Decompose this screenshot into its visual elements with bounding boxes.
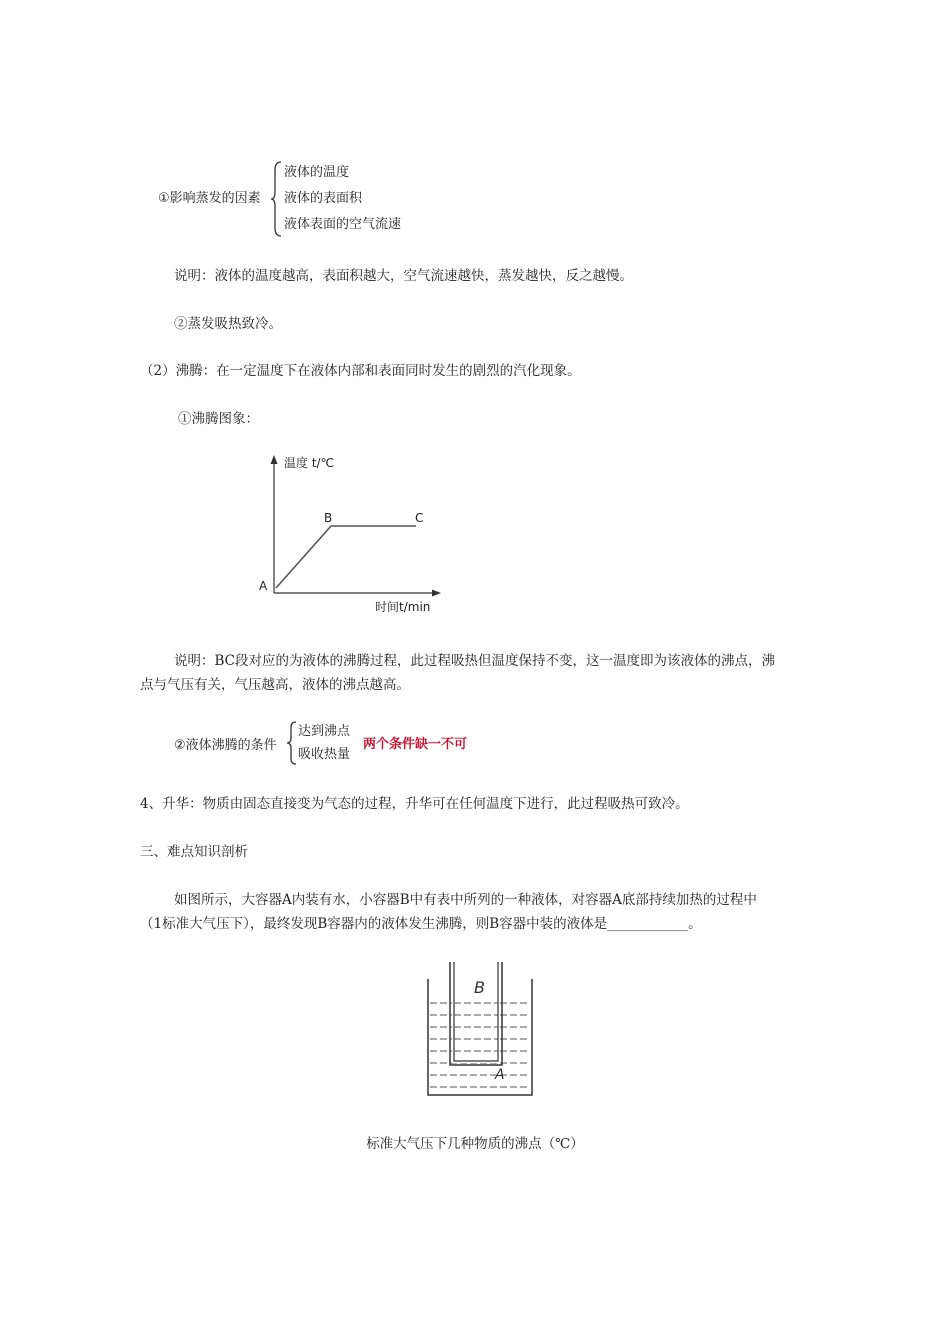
paragraph-sublimation: 4、升华：物质由固态直接变为气态的过程，升华可在任何温度下进行，此过程吸热可致冷。 (140, 796, 689, 812)
label-a: A (495, 1067, 505, 1083)
boiling-conditions (174, 720, 494, 770)
x-axis-arrow-icon (432, 590, 441, 597)
paragraph-evaporation-cooling: ②蒸发吸热致冷。 (174, 316, 282, 332)
paragraph-problem-line2: （1标准大气压下），最终发现B容器内的液体发生沸腾，则B容器中装的液体是____________。 (140, 916, 702, 932)
boiling-condition-absorb-heat: 吸收热量 (298, 747, 351, 762)
point-label-a: A (259, 579, 268, 593)
boiling-condition-reach-point: 达到沸点 (298, 724, 351, 739)
boiling-conditions-lead: ②液体沸腾的条件 (174, 738, 277, 753)
point-label-c: C (415, 511, 424, 525)
boiling-conditions-note: 两个条件缺一不可 (363, 737, 468, 752)
section-heading-difficulties: 三、难点知识剖析 (140, 844, 248, 860)
paragraph-explanation-2-line1: 说明：BC段对应的为液体的沸腾过程，此过程吸热但温度保持不变，这一温度即为该液体的沸点，沸 (174, 653, 775, 669)
paragraph-explanation-1: 说明：液体的温度越高，表面积越大，空气流速越快，蒸发越快，反之越慢。 (174, 268, 633, 284)
evaporation-lead: ①影响蒸发的因素 (158, 191, 261, 206)
paragraph-boiling-graph-title: ①沸腾图象： (178, 411, 259, 427)
paragraph-boiling-definition: （2）沸腾：在一定温度下在液体内部和表面同时发生的剧烈的汽化现象。 (140, 363, 581, 379)
paragraph-explanation-2-line2: 点与气压有关，气压越高，液体的沸点越高。 (140, 677, 410, 693)
evaporation-factors (158, 160, 438, 240)
brace-icon (286, 720, 298, 766)
paragraph-problem-line1: 如图所示，大容器A内装有水，小容器B中有表中所列的一种液体，对容器A底部持续加热的过程中 (174, 892, 757, 908)
series-line (276, 526, 416, 588)
container-diagram (420, 957, 540, 1102)
label-b: B (474, 978, 485, 997)
boiling-chart (255, 450, 455, 620)
evaporation-factor-airflow: 液体表面的空气流速 (284, 217, 402, 232)
point-label-b: B (324, 511, 333, 525)
table-caption: 标准大气压下几种物质的沸点（℃） (366, 1136, 584, 1152)
evaporation-factor-area: 液体的表面积 (284, 191, 363, 206)
x-axis-label: 时间t/min (375, 600, 431, 614)
evaporation-factor-temperature: 液体的温度 (284, 165, 350, 180)
y-axis-arrow-icon (271, 455, 278, 464)
y-axis-label: 温度 t/℃ (284, 456, 335, 470)
brace-icon (270, 160, 284, 238)
